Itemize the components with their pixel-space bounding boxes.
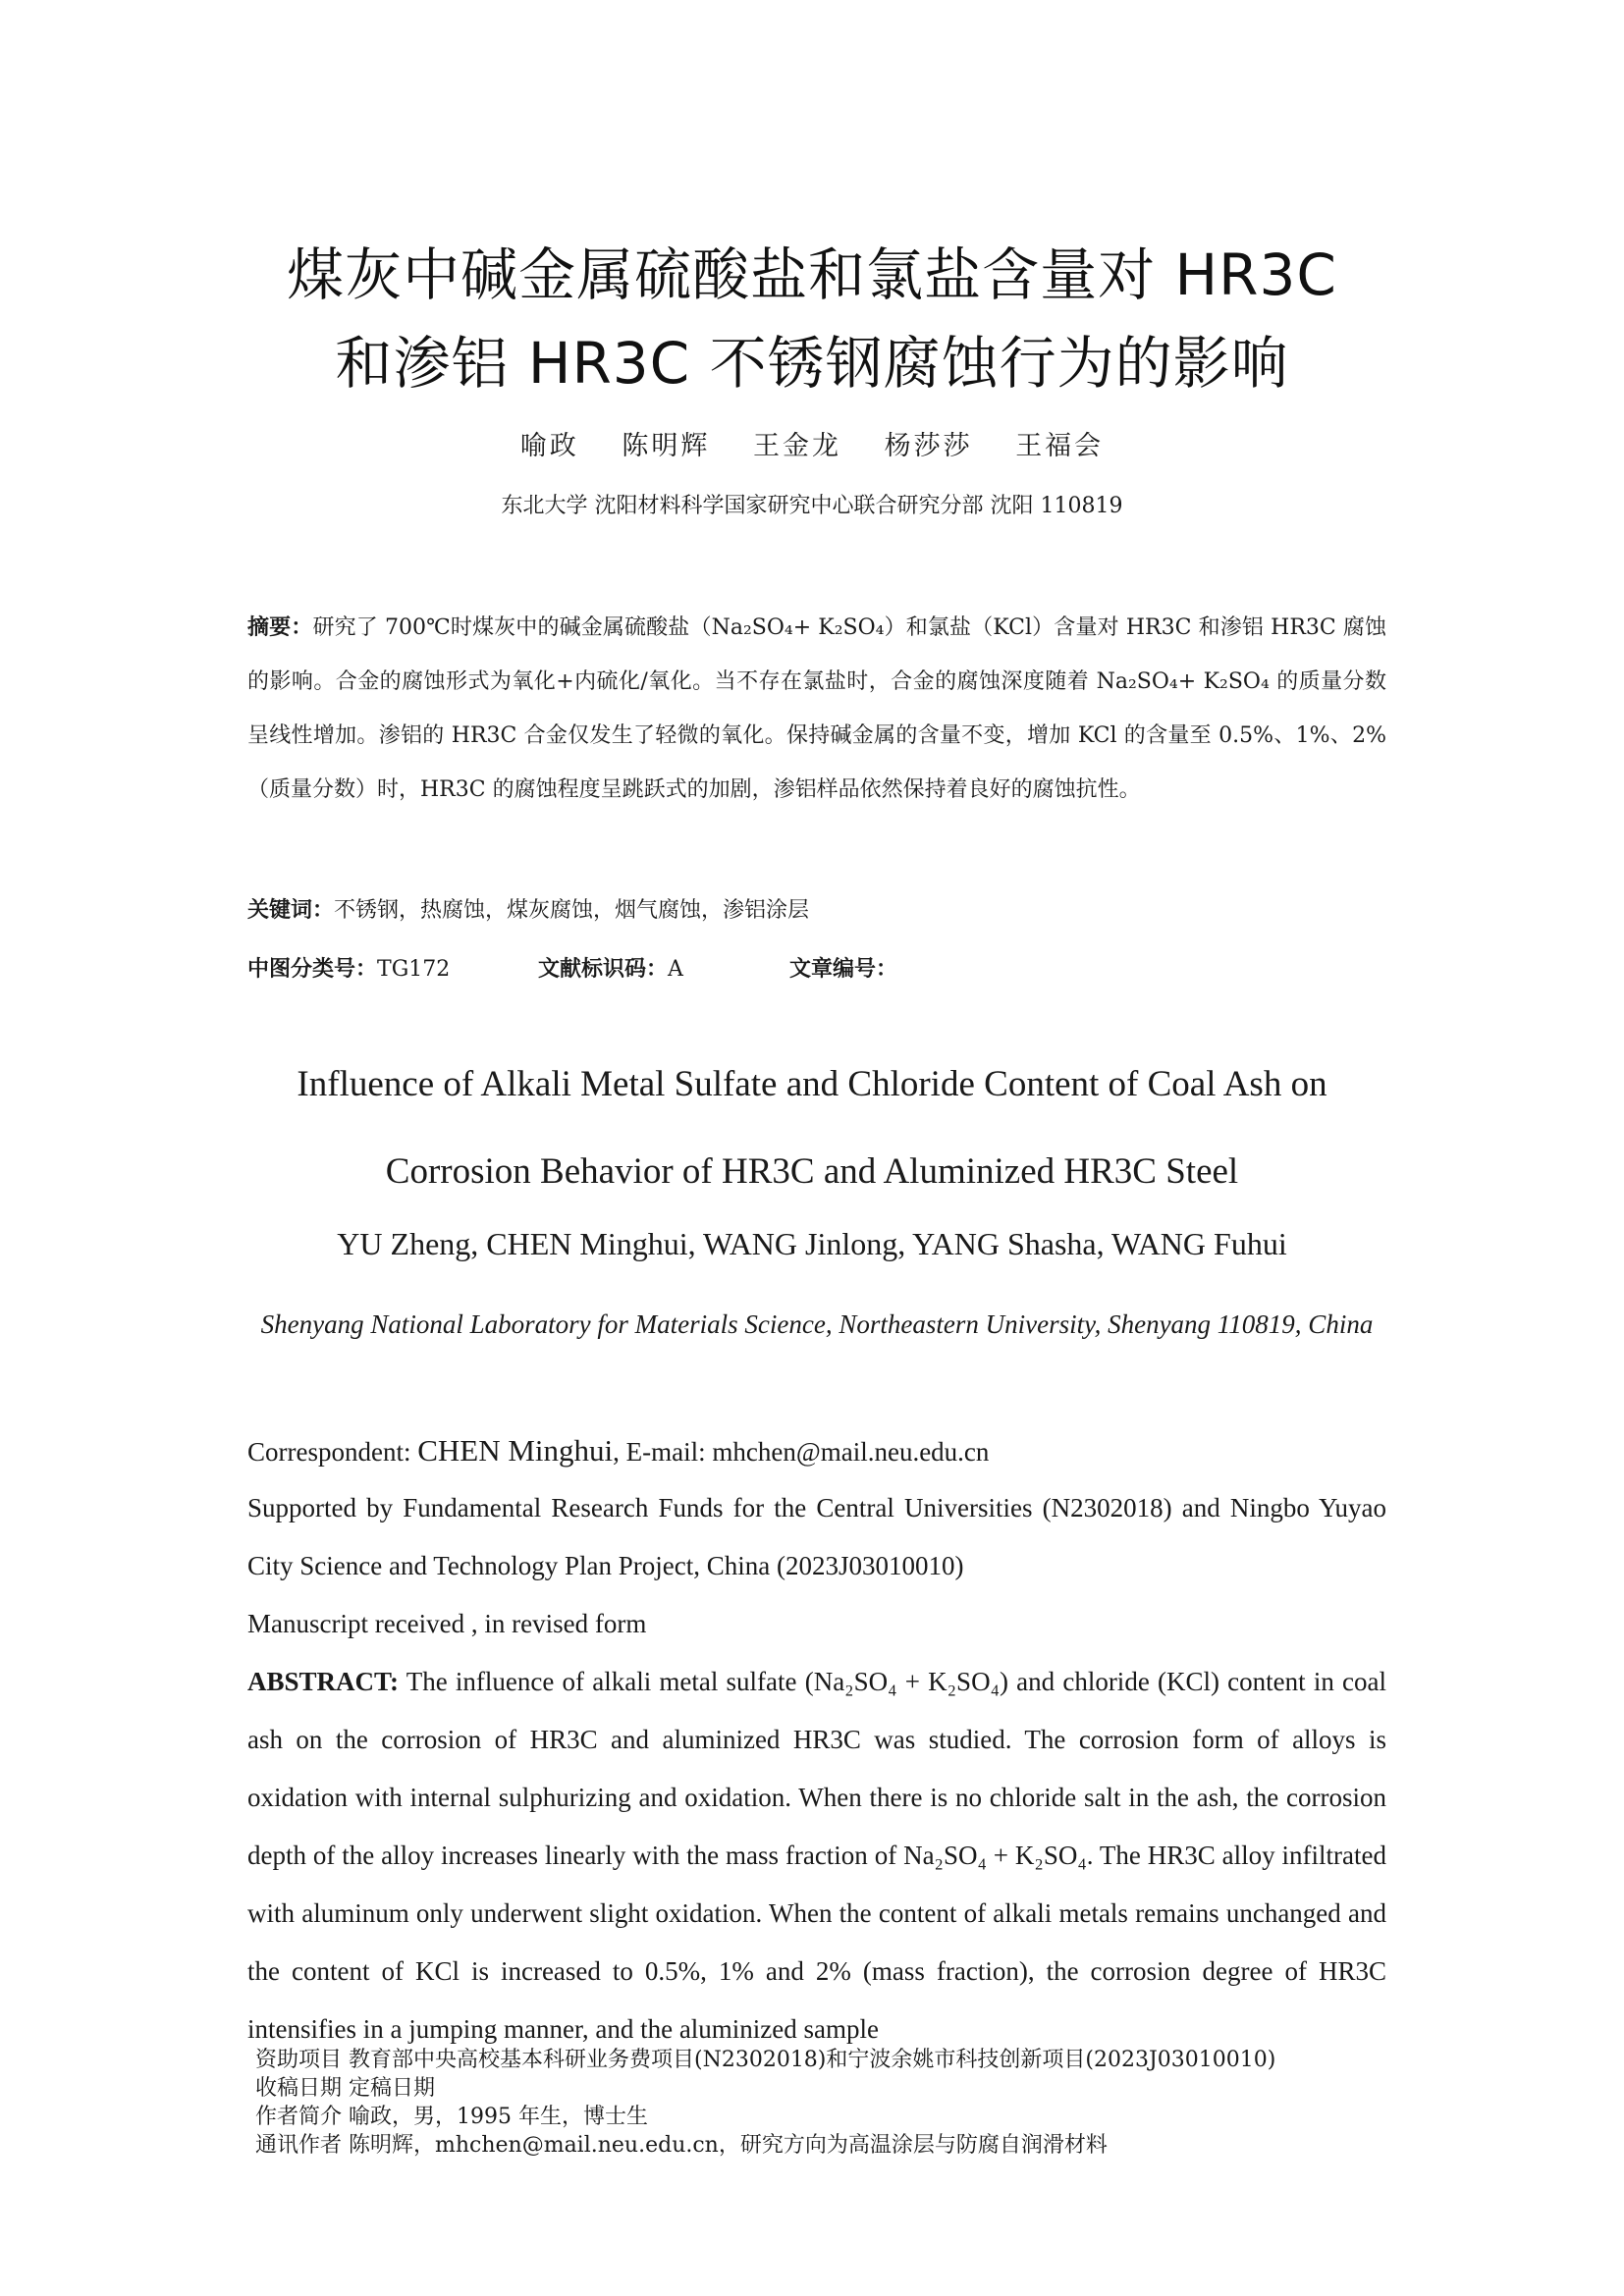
en-author-list: YU Zheng, CHEN Minghui, WANG Jinlong, YANG Shasha, WANG Fuhui	[337, 1226, 1287, 1261]
footnote-corresponding-author: 通讯作者 陈明辉，mhchen@mail.neu.edu.cn，研究方向为高温涂层与防腐自润滑材料	[255, 2133, 1108, 2158]
zh-title-line-2: 和渗铝 HR3C 不锈钢腐蚀行为的影响	[335, 330, 1289, 397]
en-abstract	[247, 1653, 1386, 2058]
zh-classification-row	[247, 947, 1386, 991]
en-title-line-1: Influence of Alkali Metal Sulfate and Chloride Content of Coal Ash on	[297, 1064, 1327, 1104]
correspondent-name: CHEN Minghui	[417, 1433, 614, 1468]
article-no-label: 文章编号：	[789, 956, 898, 982]
zh-affiliation: 东北大学 沈阳材料科学国家研究中心联合研究分部 沈阳 110819	[501, 494, 1123, 518]
en-title-line-2: Corrosion Behavior of HR3C and Aluminized HR3C Steel	[385, 1151, 1239, 1192]
zh-author: 陈明辉	[622, 431, 711, 461]
zh-author: 王福会	[1015, 431, 1105, 461]
zh-author: 喻政	[519, 431, 579, 461]
article-no-field	[789, 947, 897, 991]
zh-abstract	[247, 601, 1386, 817]
doc-code-field	[538, 947, 789, 991]
clc-label: 中图分类号：	[247, 956, 378, 982]
doc-code-value: A	[668, 957, 683, 982]
en-funding-statement: Supported by Fundamental Research Funds for the Central Universities (N2302018) and Ningbo Yuyao City Science and Technology Plan Project, China (2023J03010010)	[247, 1493, 1386, 1580]
en-correspondent	[247, 1421, 1386, 1481]
zh-author: 王金龙	[753, 431, 841, 461]
footnotes	[255, 2046, 1434, 2160]
footnote-dates: 收稿日期 定稿日期	[255, 2076, 435, 2101]
en-affiliation: Shenyang National Laboratory for Materials Science, Northeastern University, Shenyang 110819, China	[260, 1309, 1374, 1339]
en-abstract-label: ABSTRACT:	[247, 1667, 400, 1696]
zh-abstract-label: 摘要：	[247, 614, 313, 640]
zh-keywords	[247, 888, 1386, 933]
footnote-funding: 资助项目 教育部中央高校基本科研业务费项目(N2302018)和宁波余姚市科技创新项目(2023J03010010)	[255, 2048, 1276, 2072]
zh-abstract-text: 研究了 700℃时煤灰中的碱金属硫酸盐（Na₂SO₄+ K₂SO₄）和氯盐（KCl）含量对 HR3C 和渗铝 HR3C 腐蚀的影响。合金的腐蚀形式为氧化+内硫化/氧化。当不存在氯盐时，合金的腐蚀深度随着 Na₂SO₄+ K₂SO₄ 的质量分数呈线性增加。渗铝的 HR3C 合金仅发生了轻微的氧化。保持碱金属的含量不变，增加 KCl 的含量至 0.5%、1%、2%（质量分数）时，HR3C 的腐蚀程度呈跳跃式的加剧，渗铝样品依然保持着良好的腐蚀抗性。	[247, 615, 1386, 802]
zh-author: 杨莎莎	[884, 431, 973, 461]
clc-field	[247, 947, 538, 991]
zh-author-list	[147, 424, 1477, 462]
footnote-author-bio: 作者简介 喻政，男，1995 年生，博士生	[255, 2105, 648, 2129]
en-manuscript-dates: Manuscript received , in revised form	[247, 1609, 647, 1638]
zh-title-line-1: 煤灰中碱金属硫酸盐和氯盐含量对 HR3C	[287, 241, 1337, 308]
correspondent-label: Correspondent:	[247, 1437, 418, 1467]
doc-code-label: 文献标识码：	[538, 956, 669, 982]
correspondent-email: , E-mail: mhchen@mail.neu.edu.cn	[613, 1437, 990, 1467]
en-abstract-text: The influence of alkali metal sulfate (Na₂SO₄ + K₂SO₄) and chloride (KCl) content in coal ash on the corrosion of HR3C and aluminized HR3C was studied. The corrosion form of alloys is oxidation with internal sulphurizing and oxidation. When there is no chloride salt in the ash, the corrosion depth of the alloy increases linearly with the mass fraction of Na₂SO₄ + K₂SO₄. The HR3C alloy infiltrated with aluminum only underwent slight oxidation. When the content of alkali metals remains unchanged and the content of KCl is increased to 0.5%, 1% and 2% (mass fraction), the corrosion degree of HR3C intensifies in a jumping manner, and the aluminized sample	[247, 1667, 1386, 2044]
zh-keywords-text: 不锈钢，热腐蚀，煤灰腐蚀，烟气腐蚀，渗铝涂层	[334, 898, 810, 923]
clc-value: TG172	[377, 957, 451, 982]
zh-keywords-label: 关键词：	[247, 897, 335, 923]
